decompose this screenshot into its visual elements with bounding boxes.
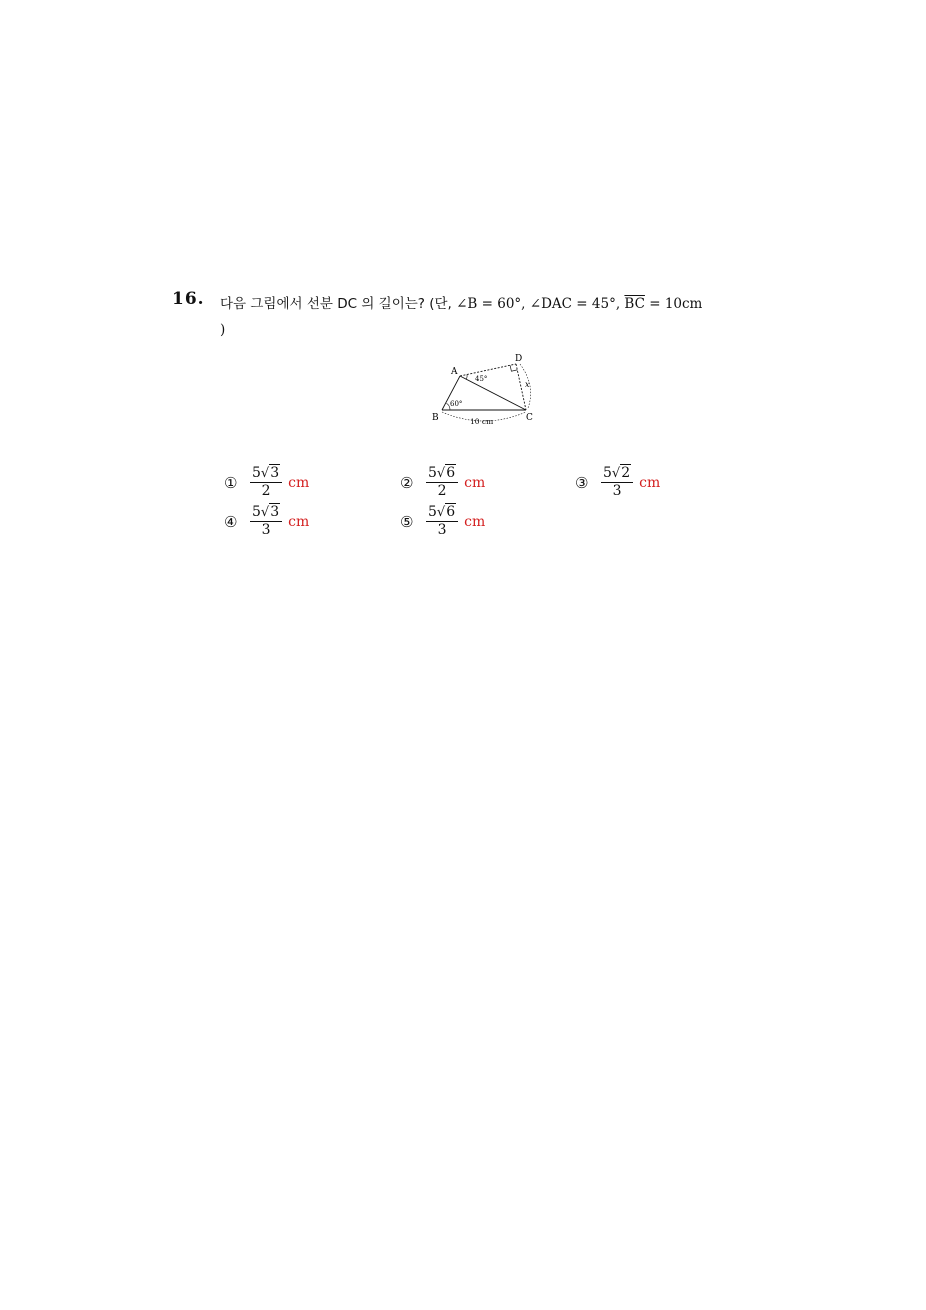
quadrilateral-figure bbox=[428, 348, 548, 430]
question-closing: ) bbox=[220, 322, 226, 338]
choice-3[interactable] bbox=[575, 466, 660, 499]
question-prefix: 다음 그림에서 선분 DC 의 길이는? (단, bbox=[220, 296, 457, 312]
choice-4-denominator: 3 bbox=[261, 522, 271, 538]
choice-2-coefficient: 5 bbox=[428, 465, 437, 481]
choice-1[interactable] bbox=[224, 466, 309, 499]
question-number: 16. bbox=[172, 289, 205, 309]
choice-1-unit: cm bbox=[288, 474, 310, 491]
choice-2-unit: cm bbox=[464, 474, 486, 491]
label-b: B bbox=[432, 413, 439, 423]
choice-2-denominator: 2 bbox=[437, 483, 447, 499]
choice-1-marker: ① bbox=[224, 473, 238, 492]
choice-4-unit: cm bbox=[288, 513, 310, 530]
choice-2[interactable] bbox=[400, 466, 485, 499]
label-d: D bbox=[515, 354, 523, 364]
choice-1-fraction: $\frac{5√3}{2}$ bbox=[250, 466, 282, 499]
segment-ad bbox=[460, 364, 516, 376]
label-angle-b: 60° bbox=[450, 400, 463, 408]
condition-angle-dac: ∠DAC = 45°, bbox=[529, 296, 621, 312]
choice-4-fraction: $\frac{5√3}{3}$ bbox=[250, 505, 282, 538]
angle-arc-a bbox=[466, 375, 467, 380]
choice-1-radicand: 3 bbox=[270, 465, 280, 481]
choice-3-denominator: 3 bbox=[612, 483, 622, 499]
condition-angle-b: ∠B = 60°, bbox=[456, 296, 526, 312]
label-angle-dac: 45° bbox=[475, 375, 488, 383]
label-a: A bbox=[451, 367, 458, 377]
choice-4-coefficient: 5 bbox=[252, 504, 261, 520]
choice-5-fraction: $\frac{5√6}{3}$ bbox=[426, 505, 458, 538]
choice-5-coefficient: 5 bbox=[428, 504, 437, 520]
condition-segment-bc: $\overline{BC}$ bbox=[624, 296, 645, 312]
choice-3-marker: ③ bbox=[575, 473, 589, 492]
choice-3-fraction: $\frac{5√2}{3}$ bbox=[601, 466, 633, 499]
choice-2-radicand: 6 bbox=[446, 465, 456, 481]
choice-5-denominator: 3 bbox=[437, 522, 447, 538]
choice-5[interactable] bbox=[400, 505, 485, 538]
choice-2-fraction: $\frac{5√6}{2}$ bbox=[426, 466, 458, 499]
choice-5-unit: cm bbox=[464, 513, 486, 530]
choice-1-denominator: 2 bbox=[261, 483, 271, 499]
label-side-x: x bbox=[525, 380, 530, 389]
choice-3-unit: cm bbox=[639, 474, 661, 491]
choice-4-radicand: 3 bbox=[270, 504, 280, 520]
condition-bc-length: = 10cm bbox=[644, 296, 703, 312]
choice-3-coefficient: 5 bbox=[603, 465, 612, 481]
label-base-length: 10 cm bbox=[470, 417, 494, 426]
choice-2-marker: ② bbox=[400, 473, 414, 492]
choice-1-coefficient: 5 bbox=[252, 465, 261, 481]
choice-5-marker: ⑤ bbox=[400, 512, 414, 531]
choice-4-marker: ④ bbox=[224, 512, 238, 531]
segment-ac bbox=[460, 376, 526, 410]
choice-5-radicand: 6 bbox=[446, 504, 456, 520]
label-c: C bbox=[526, 413, 533, 423]
choice-4[interactable] bbox=[224, 505, 309, 538]
question-text bbox=[220, 291, 780, 343]
right-angle-mark-d bbox=[510, 365, 517, 371]
choice-3-radicand: 2 bbox=[621, 465, 631, 481]
